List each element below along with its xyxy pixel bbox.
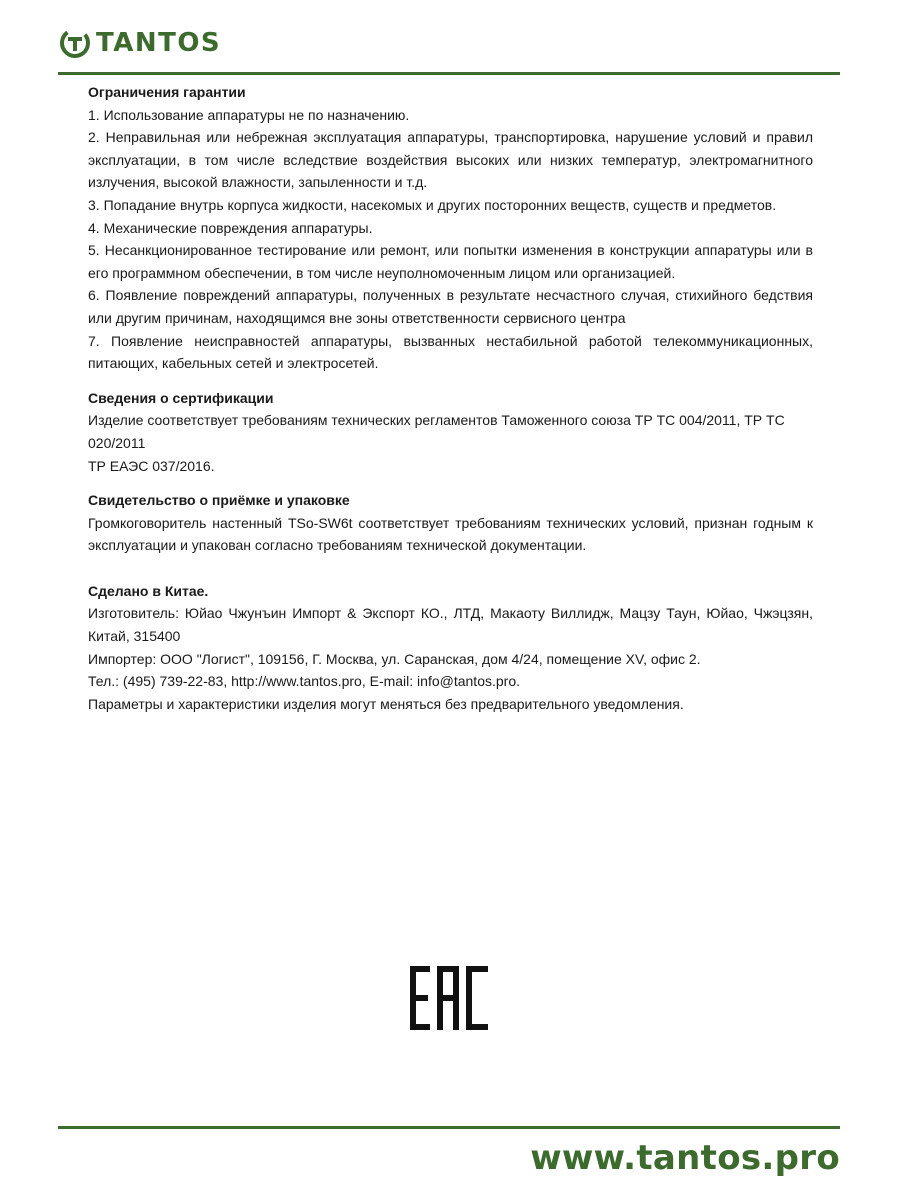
- footer-divider: [58, 1126, 840, 1129]
- certification-line: ТР ЕАЭС 037/2016.: [88, 457, 215, 474]
- page-header: [58, 26, 221, 60]
- warranty-item: 1. Использование аппаратуры не по назначению.: [88, 106, 410, 123]
- warranty-item: 4. Механические повреждения аппаратуры.: [88, 219, 373, 236]
- acceptance-text: Громкоговоритель настенный TSo-SW6t соответствует требованиям технических условий, признан годным к эксплуатации и упакован согласно требованиям технической документации.: [88, 514, 813, 554]
- certification-title: Сведения о сертификации: [88, 389, 274, 406]
- eac-mark-icon: [410, 966, 488, 1030]
- warranty-item: 5. Несанкционированное тестирование или ремонт, или попытки изменения в конструкции аппаратуры или в его программном обеспечении, в том числе неуполномоченным лицом или организацией.: [88, 242, 813, 281]
- contacts-line: Тел.: (495) 739-22-83, http://www.tantos.pro, E-mail: info@tantos.pro.: [88, 673, 520, 690]
- tantos-logo-icon: [58, 26, 92, 60]
- certification-line: Изделие соответствует требованиям технических регламентов Таможенного союза ТР ТС 004/2011, ТР ТС 020/2011: [88, 412, 785, 451]
- brand-name: TANTOS: [96, 28, 222, 58]
- footer-website-link[interactable]: www.tantos.pro: [530, 1138, 840, 1178]
- warranty-item: 7. Появление неисправностей аппаратуры, вызванных нестабильной работой телекоммуникационных, питающих, кабельных сетей и электросетей.: [88, 332, 813, 372]
- acceptance-title: Свидетельство о приёмке и упаковке: [88, 492, 350, 509]
- disclaimer-line: Параметры и характеристики изделия могут меняться без предварительного уведомления.: [88, 695, 684, 712]
- manufacturer-line: Изготовитель: Юйао Чжунъин Импорт & Экспорт КО., ЛТД, Макаоту Виллидж, Мацзу Таун, Юйао, Чжэцзян, Китай, 315400: [88, 605, 813, 645]
- header-divider: [58, 72, 840, 75]
- document-body: [88, 81, 813, 715]
- warranty-title: Ограничения гарантии: [88, 84, 246, 100]
- warranty-item: 3. Попадание внутрь корпуса жидкости, насекомых и других посторонних веществ, существ и предметов.: [88, 196, 777, 213]
- warranty-item: 2. Неправильная или небрежная эксплуатация аппаратуры, транспортировка, нарушение условий и правил эксплуатации, в том числе вследствие воздействия высоких или низких температур, электромагнитного излучения, высокой влажности, запыленности и т.д.: [88, 129, 813, 191]
- importer-line: Импортер: ООО "Логист", 109156, Г. Москва, ул. Саранская, дом 4/24, помещение XV, офис 2.: [88, 650, 701, 667]
- warranty-item: 6. Появление повреждений аппаратуры, полученных в результате несчастного случая, стихийного бедствия или другим причинам, находящимся вне зоны ответственности сервисного центра: [88, 287, 813, 326]
- origin-title: Сделано в Китае.: [88, 582, 209, 599]
